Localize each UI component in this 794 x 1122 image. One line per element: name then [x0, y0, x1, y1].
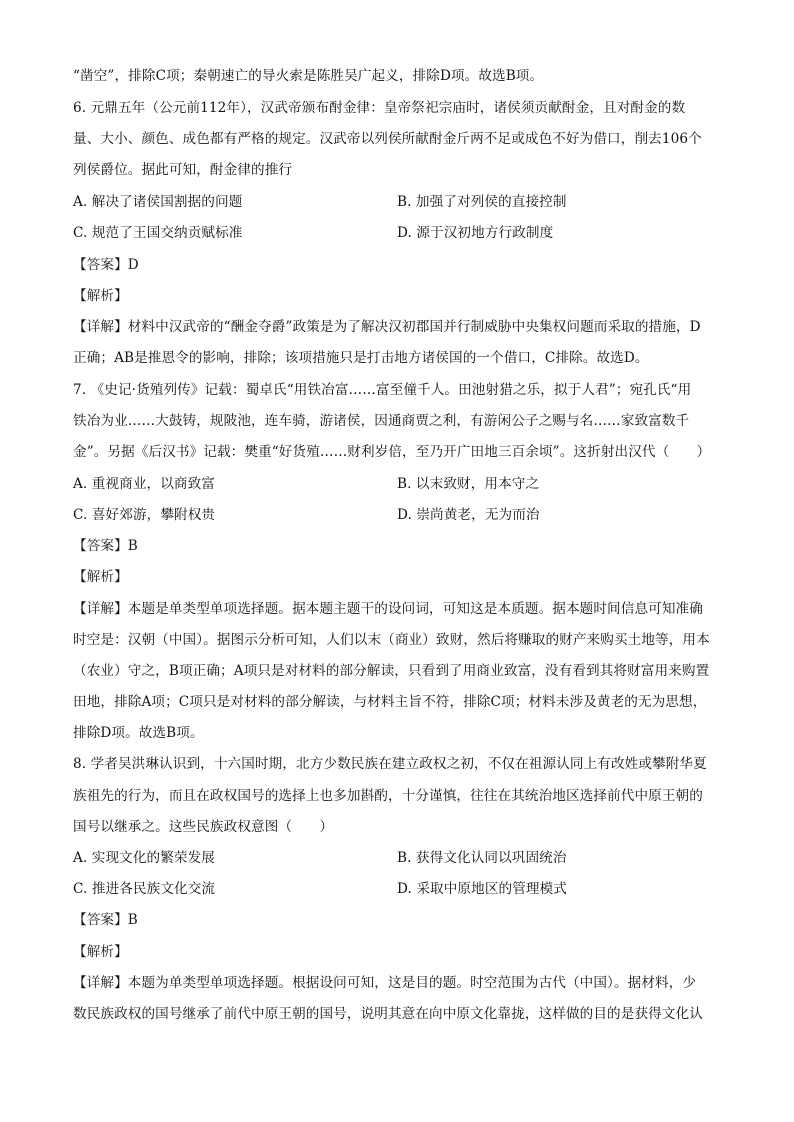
q7-option-b: B. 以末致财，用本守之 — [397, 476, 540, 492]
q7-detail-line-3: （农业）守之，B项正确；A项只是对材料的部分解读，只看到了用商业致富，没有看到其将财富用来购置 — [73, 663, 710, 679]
q8-option-a: A. 实现文化的繁荣发展 — [73, 850, 216, 866]
q7-option-c: C. 喜好郊游，攀附权贵 — [73, 507, 216, 523]
q8-option-d: D. 采取中原地区的管理模式 — [397, 881, 567, 897]
q6-detail-line-2: 正确；AB是推恩令的影响，排除；该项措施只是打击地方诸侯国的一个借口，C排除。故选D。 — [73, 350, 649, 366]
q6-answer: 【答案】D — [73, 257, 139, 273]
q8-analysis-label: 【解析】 — [73, 944, 128, 960]
q7-detail-line-2: 时空是：汉朝（中国）。据图示分析可知，人们以末（商业）致财，然后将赚取的财产来购买土地等，用本 — [73, 632, 710, 648]
q6-stem-line-3: 列侯爵位。据此可知，酎金律的推行 — [73, 162, 293, 178]
q7-stem-line-1: 7. 《史记·货殖列传》记载：蜀卓氏“用铁冶富……富至僮千人。田池射猎之乐，拟于人君”；宛孔氏“用 — [73, 382, 692, 398]
q7-stem-line-3: 金”。另据《后汉书》记载：樊重“好货殖……财利岁倍，至乃开广田地三百余顷”。这折射出汉代（ ） — [73, 444, 711, 460]
q5-analysis-tail: “凿空”，排除C项；秦朝速亡的导火索是陈胜吴广起义，排除D项。故选B项。 — [73, 68, 544, 84]
q8-stem-line-2: 族祖先的行为，而且在政权国号的选择上也多加斟酌，十分谨慎，往往在其统治地区选择前代中原王朝的 — [73, 788, 703, 804]
q8-stem-line-3: 国号以继承之。这些民族政权意图（ ） — [73, 819, 334, 835]
q7-option-d: D. 崇尚黄老，无为而治 — [397, 507, 540, 523]
q6-stem-line-1: 6. 元鼎五年（公元前112年），汉武帝颁布酎金律：皇帝祭祀宗庙时，诸侯须贡献酎金，且对酎金的数 — [73, 100, 686, 116]
q6-analysis-label: 【解析】 — [73, 288, 128, 304]
q6-option-c: C. 规范了王国交纳贡赋标准 — [73, 225, 243, 241]
q8-option-c: C. 推进各民族文化交流 — [73, 881, 216, 897]
q7-detail-line-5: 排除D项。故选B项。 — [73, 725, 204, 741]
q7-stem-line-2: 铁冶为业……大鼓铸，规陂池，连车骑，游诸侯，因通商贾之利，有游闲公子之赐与名……家致富数千 — [73, 413, 690, 429]
q6-stem-line-2: 量、大小、颜色、成色都有严格的规定。汉武帝以列侯所献酎金斤两不足或成色不好为借口，削去106个 — [73, 131, 702, 147]
q7-option-a: A. 重视商业，以商致富 — [73, 476, 216, 492]
q6-option-b: B. 加强了对列侯的直接控制 — [397, 194, 567, 210]
q8-detail-line-2: 数民族政权的国号继承了前代中原王朝的国号，说明其意在向中原文化靠拢，这样做的目的是获得文化认 — [73, 1006, 703, 1022]
q6-option-d: D. 源于汉初地方行政制度 — [397, 225, 554, 241]
q8-answer: 【答案】B — [73, 912, 138, 928]
q7-analysis-label: 【解析】 — [73, 569, 128, 585]
q7-answer: 【答案】B — [73, 538, 138, 554]
q7-detail-line-4: 田地，排除A项；C项只是对材料的部分解读，与材料主旨不符，排除C项；材料未涉及黄老的无为思想， — [73, 694, 707, 710]
q8-stem-line-1: 8. 学者吴洪琳认识到，十六国时期，北方少数民族在建立政权之初，不仅在祖源认同上有改姓或攀附华夏 — [73, 756, 707, 772]
q7-detail-line-1: 【详解】本题是单类型单项选择题。据本题主题干的设问词，可知这是本质题。据本题时间信息可知准确 — [73, 601, 703, 617]
q8-option-b: B. 获得文化认同以巩固统治 — [397, 850, 567, 866]
q8-detail-line-1: 【详解】本题为单类型单项选择题。根据设问可知，这是目的题。时空范围为古代（中国）。据材料，少 — [73, 975, 697, 991]
q6-detail-line-1: 【详解】材料中汉武帝的“酬金夺爵”政策是为了解决汉初郡国并行制威胁中央集权问题而采取的措施，D — [73, 319, 701, 335]
q6-option-a: A. 解决了诸侯国割据的问题 — [73, 194, 243, 210]
